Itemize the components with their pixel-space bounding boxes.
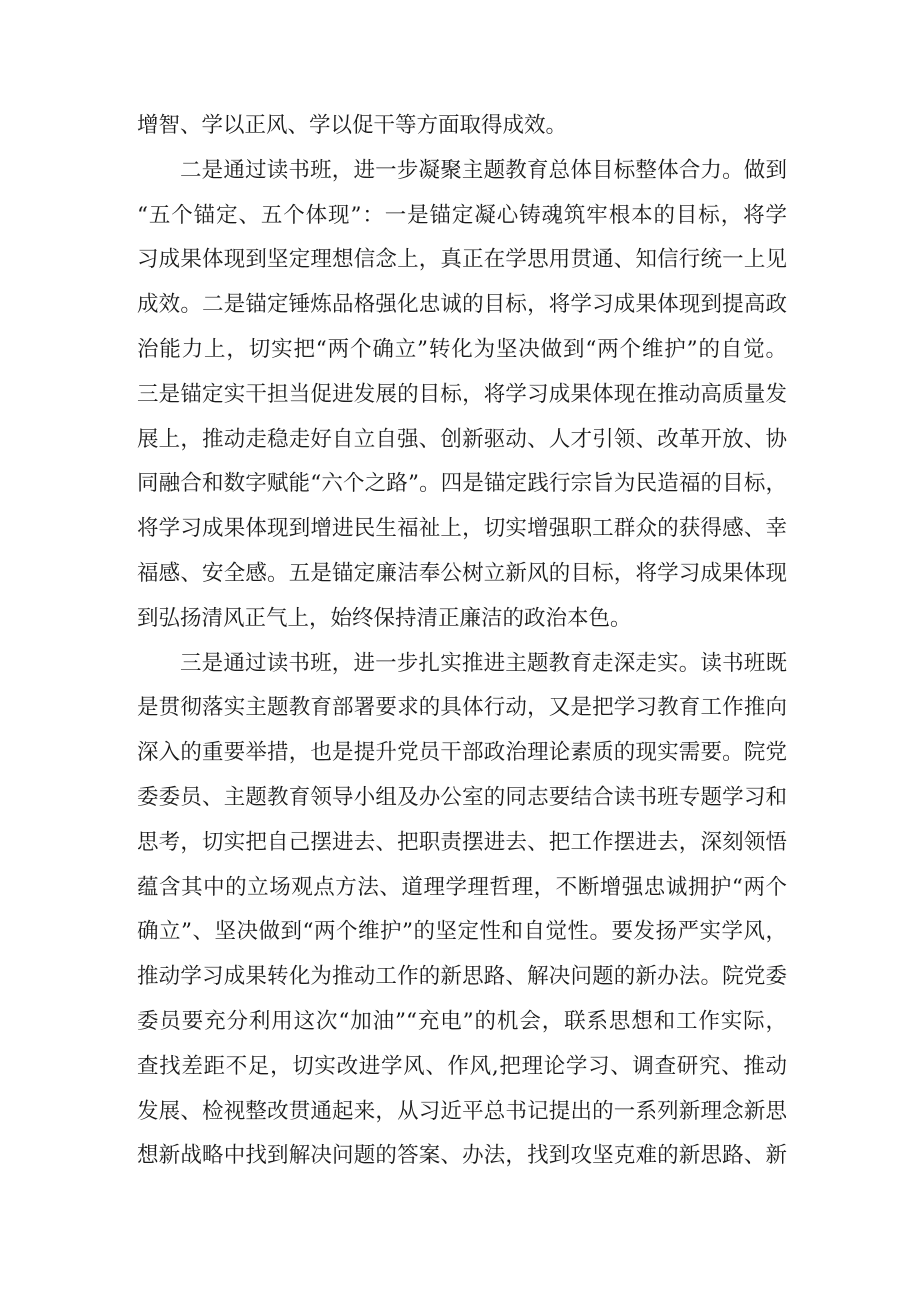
text-line: 治能力上，切实把“两个确立”转化为坚决做到“两个维护”的自觉。 bbox=[137, 336, 787, 362]
text-line: 三是锚定实干担当促进发展的目标，将学习成果体现在推动高质量发 bbox=[137, 381, 787, 407]
text-line: 习成果体现到坚定理想信念上，真正在学思用贯通、知信行统一上见 bbox=[137, 247, 787, 273]
body-text bbox=[137, 104, 787, 1179]
text-line: 想新战略中找到解决问题的答案、办法，找到攻坚克难的新思路、新 bbox=[137, 1143, 787, 1169]
paragraph-start-line: 三是通过读书班，进一步扎实推进主题教育走深走实。读书班既 bbox=[180, 650, 787, 676]
text-line: 同融合和数字赋能“六个之路”。四是锚定践行宗旨为民造福的目标， bbox=[137, 471, 787, 497]
text-line: 确立”、坚决做到“两个维护”的坚定性和自觉性。要发扬严实学风， bbox=[137, 919, 787, 945]
text-line: 思考，切实把自己摆进去、把职责摆进去、把工作摆进去，深刻领悟 bbox=[137, 829, 787, 855]
text-line: 发展、检视整改贯通起来，从习近平总书记提出的一系列新理念新思 bbox=[137, 1098, 787, 1124]
text-line: 福感、安全感。五是锚定廉洁奉公树立新风的目标，将学习成果体现 bbox=[137, 560, 787, 586]
text-line: 委员要充分利用这次“加油”“充电”的机会，联系思想和工作实际， bbox=[137, 1008, 787, 1034]
text-line: 查找差距不足，切实改进学风、作风,把理论学习、调查研究、推动 bbox=[137, 1053, 787, 1079]
text-line: 蕴含其中的立场观点方法、道理学理哲理，不断增强忠诚拥护“两个 bbox=[137, 874, 787, 900]
text-line: 深入的重要举措，也是提升党员干部政治理论素质的现实需要。院党 bbox=[137, 740, 787, 766]
text-line: 委委员、主题教育领导小组及办公室的同志要结合读书班专题学习和 bbox=[137, 784, 787, 810]
text-line: 推动学习成果转化为推动工作的新思路、解决问题的新办法。院党委 bbox=[137, 964, 787, 990]
paragraph-start-line: 二是通过读书班，进一步凝聚主题教育总体目标整体合力。做到 bbox=[180, 157, 787, 183]
text-line: 展上，推动走稳走好自立自强、创新驱动、人才引领、改革开放、协 bbox=[137, 426, 787, 452]
text-line: 将学习成果体现到增进民生福祉上，切实增强职工群众的获得感、幸 bbox=[137, 516, 787, 542]
text-line: “五个锚定、五个体现”：一是锚定凝心铸魂筑牢根本的目标，将学 bbox=[137, 202, 787, 228]
text-line: 增智、学以正风、学以促干等方面取得成效。 bbox=[137, 113, 568, 138]
text-line: 成效。二是锚定锤炼品格强化忠诚的目标，将学习成果体现到提高政 bbox=[137, 292, 787, 318]
text-line: 到弘扬清风正气上，始终保持清正廉洁的政治本色。 bbox=[137, 605, 632, 631]
text-line: 是贯彻落实主题教育部署要求的具体行动，又是把学习教育工作推向 bbox=[137, 695, 787, 721]
